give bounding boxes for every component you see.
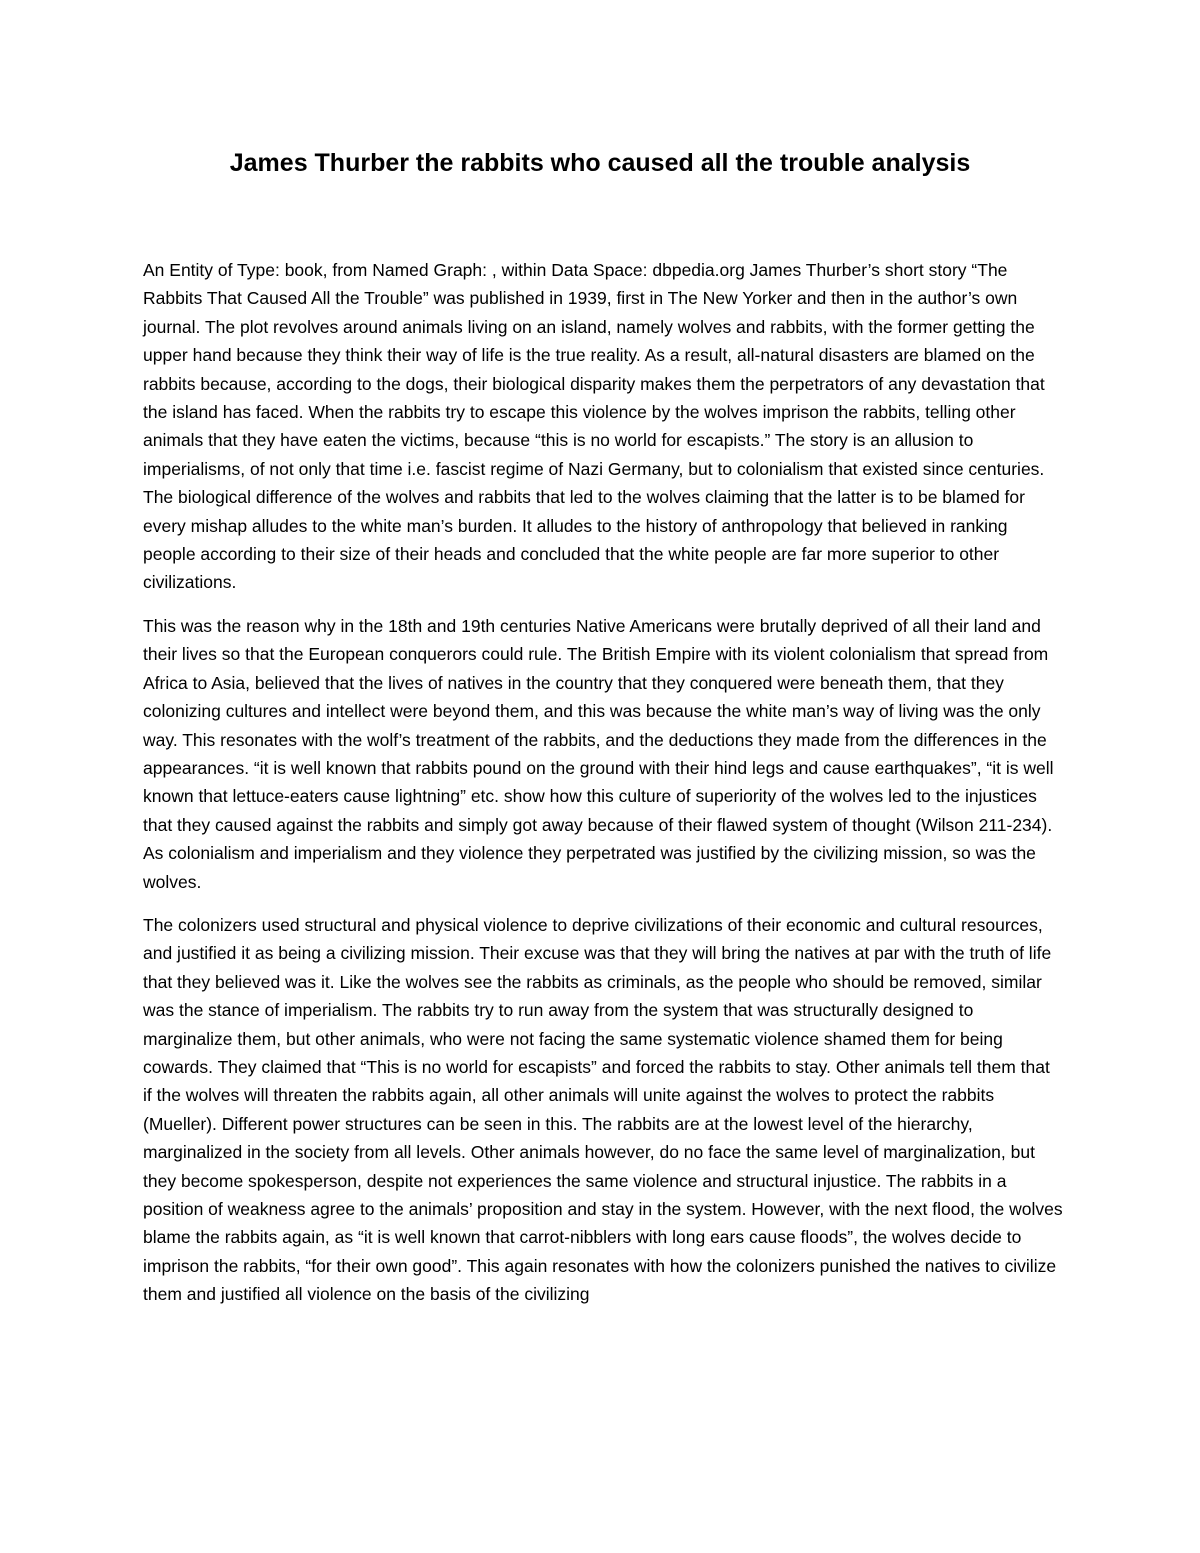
paragraph: An Entity of Type: book, from Named Graph: , within Data Space: dbpedia.org James Thurber’s short story “The Rabbits That Caused All the Trouble” was published in 1939, first in The New Yorker and then in the author’s own journal. The plot revolves around animals living on an island, namely wolves and rabbits, with the former getting the upper hand because they think their way of life is the true reality. As a result, all-natural disasters are blamed on the rabbits because, according to the dogs, their biological disparity makes them the perpetrators of any devastation that the island has faced. When the rabbits try to escape this violence by the wolves imprison the rabbits, telling other animals that they have eaten the victims, because “this is no world for escapists.” The story is an allusion to imperialisms, of not only that time i.e. fascist regime of Nazi Germany, but to colonialism that existed since centuries. The biological difference of the wolves and rabbits that led to the wolves claiming that the latter is to be blamed for every mishap alludes to the white man’s burden. It alludes to the history of anthropology that believed in ranking people according to their size of their heads and concluded that the white people are far more superior to other civilizations. [143,260,1045,593]
document-title: James Thurber the rabbits who caused all the trouble analysis [229,149,971,177]
paragraph: This was the reason why in the 18th and 19th centuries Native Americans were brutally deprived of all their land and their lives so that the European conquerors could rule. The British Empire with its violent colonialism that spread from Africa to Asia, believed that the lives of natives in the country that they conquered were beneath them, that they colonizing cultures and intellect were beyond them, and this was because the white man’s way of living was the only way. This resonates with the wolf’s treatment of the rabbits, and the deductions they made from the differences in the appearances. “it is well known that rabbits pound on the ground with their hind legs and cause earthquakes”, “it is well known that lettuce-eaters cause lightning” etc. show how this culture of superiority of the wolves led to the injustices that they caused against the rabbits and simply got away because of their flawed system of thought (Wilson 211-234). As colonialism and imperialism and they violence they perpetrated was justified by the civilizing mission, so was the wolves. [143,615,1054,892]
paragraph: The colonizers used structural and physical violence to deprive civilizations of their economic and cultural resources, and justified it as being a civilizing mission. Their excuse was that they will bring the natives at par with the truth of life that they believed was it. Like the wolves see the rabbits as criminals, as the people who should be removed, similar was the stance of imperialism. The rabbits try to run away from the system that was structurally designed to marginalize them, but other animals, who were not facing the same systematic violence shamed them for being cowards. They claimed that “This is no world for escapists” and forced the rabbits to stay. Other animals tell them that if the wolves will threaten the rabbits again, all other animals will unite against the wolves to protect the rabbits (Mueller). Different power structures can be seen in this. The rabbits are at the lowest level of the hierarchy, marginalized in the society from all levels. Other animals however, do no face the same level of marginalization, but they become spokesperson, despite not experiences the same violence and structural injustice. The rabbits in a position of weakness agree to the animals’ proposition and stay in the system. However, with the next flood, the wolves blame the rabbits again, as “it is well known that carrot-nibblers with long ears cause floods”, the wolves decide to imprison the rabbits, “for their own good”. This again resonates with how the colonizers punished the natives to civilize them and justified all violence on the basis of the civilizing [143,914,1063,1305]
document-body [143,256,1063,1324]
